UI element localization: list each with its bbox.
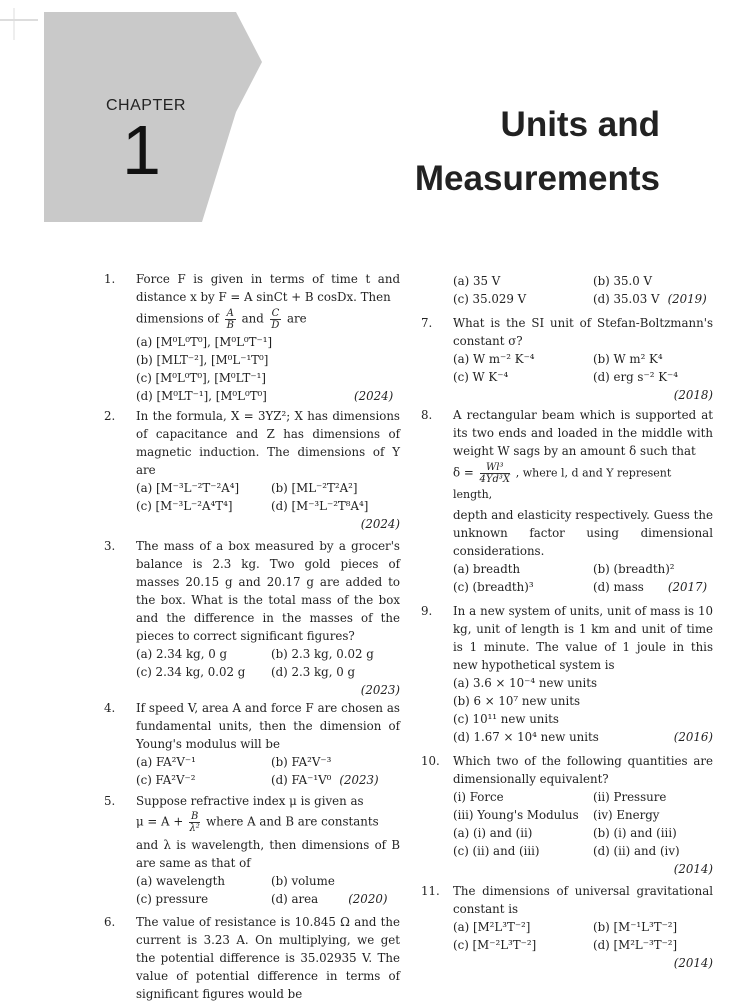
chapter-title-line: Measurements bbox=[414, 159, 660, 198]
question-text: and λ is wavelength, then dimensions of B are same as that of bbox=[136, 838, 400, 870]
option-b: (b) 6 × 10⁷ new units bbox=[453, 694, 581, 708]
question-number: 10. bbox=[421, 754, 440, 768]
question-number: 1. bbox=[104, 272, 116, 286]
question-6 bbox=[104, 913, 400, 1003]
question-9 bbox=[421, 602, 713, 746]
option-row bbox=[453, 290, 713, 308]
item-iv: (iv) Energy bbox=[593, 808, 660, 822]
option-row bbox=[453, 806, 713, 824]
text: δ = bbox=[453, 465, 474, 480]
numerator: C bbox=[271, 308, 280, 319]
question-number: 4. bbox=[104, 701, 116, 715]
option-c: (c) [M⁰L⁰T⁰], [M⁰LT⁻¹] bbox=[136, 371, 266, 385]
option-a: (a) [M²L³T⁻²] bbox=[453, 920, 531, 934]
question-text: In a new system of units, unit of mass is 10 kg, unit of length is 1 km and unit of time is 1 minute. The value of 1 joule in this new hypothetical system is bbox=[453, 604, 713, 672]
fraction bbox=[270, 308, 282, 331]
question-text: The mass of a box measured by a grocer's balance is 2.3 kg. Two gold pieces of masses 20.15 g and 20.17 g are added to the box. What is the total mass of the box and the difference in the masses of the pieces to correct significant figures? bbox=[136, 539, 400, 643]
question-8 bbox=[421, 406, 713, 596]
question-10 bbox=[421, 752, 713, 878]
equation bbox=[136, 811, 400, 834]
denominator: λ² bbox=[189, 823, 200, 834]
option-d: (d) erg s⁻² K⁻⁴ bbox=[593, 370, 678, 384]
question-number: 5. bbox=[104, 794, 116, 808]
option-b: (b) (breadth)² bbox=[593, 562, 675, 576]
option-b: (b) FA²V⁻³ bbox=[271, 755, 332, 769]
option-d: (d) 35.03 V bbox=[593, 292, 660, 306]
option-row bbox=[453, 560, 713, 578]
option-b: (b) W m² K⁴ bbox=[593, 352, 663, 366]
option-d: (d) mass bbox=[593, 580, 644, 594]
question-2 bbox=[104, 407, 400, 533]
option-d: (d) [M²L⁻³T⁻²] bbox=[593, 938, 678, 952]
text: , where l, d and Y represent length, bbox=[453, 466, 672, 501]
option-b: (b) 35.0 V bbox=[593, 274, 653, 288]
option-c: (c) [M⁻²L³T⁻²] bbox=[453, 938, 537, 952]
option-row bbox=[136, 479, 400, 497]
option-d: (d) [M⁰LT⁻¹], [M⁰L⁰T⁰] bbox=[136, 389, 267, 403]
option-row bbox=[453, 936, 713, 954]
question-number: 6. bbox=[104, 915, 116, 929]
question-text: If speed V, area A and force F are chosen as fundamental units, then the dimension of Young's modulus will be bbox=[136, 701, 400, 751]
option-row bbox=[136, 497, 400, 515]
option-c: (c) (breadth)³ bbox=[453, 580, 534, 594]
option-d: (d) [M⁻³L⁻²T⁸A⁴] bbox=[271, 499, 369, 513]
option-row bbox=[453, 578, 713, 596]
denominator: D bbox=[271, 320, 280, 331]
year-tag: (2020) bbox=[348, 892, 388, 906]
numerator: B bbox=[190, 811, 199, 822]
numerator: A bbox=[226, 308, 234, 319]
option-a: (a) breadth bbox=[453, 562, 521, 576]
question-text: Suppose refractive index μ is given as bbox=[136, 794, 364, 808]
question-text bbox=[136, 308, 400, 331]
option-row bbox=[453, 350, 713, 368]
year-tag: (2017) bbox=[667, 580, 708, 594]
chapter-number: 1 bbox=[122, 111, 161, 189]
option-a: (a) wavelength bbox=[136, 874, 226, 888]
year-tag: (2016) bbox=[673, 730, 713, 744]
option-a: (a) 3.6 × 10⁻⁴ new units bbox=[453, 676, 598, 690]
option-row bbox=[136, 663, 400, 681]
option-a: (a) [M⁻³L⁻²T⁻²A⁴] bbox=[136, 481, 240, 495]
equation bbox=[453, 462, 713, 504]
chapter-title-line: Units and bbox=[500, 105, 660, 144]
option-a: (a) [M⁰L⁰T⁰], [M⁰L⁰T⁻¹] bbox=[136, 335, 273, 349]
option-row bbox=[136, 771, 400, 789]
question-text: depth and elasticity respectively. Guess the unknown factor using dimensional considerations. bbox=[453, 508, 713, 558]
text: and bbox=[241, 311, 264, 326]
question-text: The value of resistance is 10.845 Ω and the current is 3.23 A. On multiplying, we get the potential difference is 35.02935 V. The value of potential difference in terms of significant figures would be bbox=[136, 915, 400, 1001]
option-a: (a) (i) and (ii) bbox=[453, 826, 533, 840]
option-d: (d) 2.3 kg, 0 g bbox=[271, 665, 356, 679]
option-c: (c) W K⁻⁴ bbox=[453, 370, 509, 384]
option-c: (c) FA²V⁻² bbox=[136, 773, 196, 787]
option-row bbox=[453, 842, 713, 860]
year-tag: (2023) bbox=[339, 773, 379, 787]
option-b: (b) [ML⁻²T²A²] bbox=[271, 481, 358, 495]
item-ii: (ii) Pressure bbox=[593, 790, 667, 804]
year-tag: (2023) bbox=[360, 683, 400, 697]
question-text: What is the SI unit of Stefan-Boltzmann's constant σ? bbox=[453, 316, 713, 348]
item-i: (i) Force bbox=[453, 790, 504, 804]
option-row bbox=[453, 918, 713, 936]
question-3 bbox=[104, 537, 400, 699]
option-c: (c) pressure bbox=[136, 892, 209, 906]
year-tag: (2014) bbox=[673, 956, 713, 970]
option-c: (c) 35.029 V bbox=[453, 292, 527, 306]
option-d: (d) FA⁻¹V⁰ bbox=[271, 773, 332, 787]
question-text: The dimensions of universal gravitational constant is bbox=[453, 884, 713, 916]
option-d: (d) (ii) and (iv) bbox=[593, 844, 680, 858]
option-c: (c) (ii) and (iii) bbox=[453, 844, 540, 858]
option-b: (b) [M⁻¹L³T⁻²] bbox=[593, 920, 678, 934]
question-4 bbox=[104, 699, 400, 789]
option-a: (a) FA²V⁻¹ bbox=[136, 755, 196, 769]
question-6-options bbox=[421, 272, 713, 308]
question-number: 8. bbox=[421, 408, 433, 422]
option-row bbox=[453, 728, 713, 746]
year-tag: (2019) bbox=[667, 292, 707, 306]
option-b: (b) volume bbox=[271, 874, 335, 888]
option-c: (c) 2.34 kg, 0.02 g bbox=[136, 665, 246, 679]
question-7 bbox=[421, 314, 713, 404]
text: μ = A + bbox=[136, 814, 184, 829]
text: dimensions of bbox=[136, 311, 219, 326]
question-number: 2. bbox=[104, 409, 116, 423]
question-text: Force F is given in terms of time t and distance x by F = A sinCt + B cosDx. Then bbox=[136, 272, 400, 304]
option-a: (a) 2.34 kg, 0 g bbox=[136, 647, 228, 661]
question-1 bbox=[104, 270, 400, 405]
option-row bbox=[453, 788, 713, 806]
year-tag: (2018) bbox=[673, 388, 713, 402]
text: are bbox=[286, 311, 307, 326]
option-row bbox=[453, 824, 713, 842]
option-row bbox=[453, 368, 713, 386]
question-11 bbox=[421, 882, 713, 972]
option-row bbox=[136, 872, 400, 890]
option-row bbox=[453, 272, 713, 290]
option-b: (b) [MLT⁻²], [M⁰L⁻¹T⁰] bbox=[136, 353, 269, 367]
fraction bbox=[225, 308, 236, 331]
question-5 bbox=[104, 792, 400, 908]
question-text: Which two of the following quantities are dimensionally equivalent? bbox=[453, 754, 713, 786]
option-row bbox=[136, 645, 400, 663]
option-d: (d) 1.67 × 10⁴ new units bbox=[453, 730, 599, 744]
option-b: (b) (i) and (iii) bbox=[593, 826, 677, 840]
question-number: 3. bbox=[104, 539, 116, 553]
chapter-title bbox=[340, 98, 660, 206]
chapter-label: CHAPTER bbox=[106, 97, 186, 114]
numerator: Wl³ bbox=[480, 462, 511, 474]
option-d: (d) area bbox=[271, 892, 319, 906]
denominator: B bbox=[226, 320, 234, 331]
option-c: (c) 10¹¹ new units bbox=[453, 712, 559, 726]
option-a: (a) W m⁻² K⁻⁴ bbox=[453, 352, 535, 366]
question-text: In the formula, X = 3YZ²; X has dimensions of capacitance and Z has dimensions of magnetic induction. The dimensions of Y are bbox=[136, 409, 400, 477]
year-tag: (2024) bbox=[354, 389, 394, 403]
year-tag: (2014) bbox=[673, 862, 713, 876]
right-column bbox=[421, 272, 713, 972]
fraction bbox=[480, 462, 511, 485]
option-row bbox=[136, 387, 400, 405]
year-tag: (2024) bbox=[360, 517, 400, 531]
left-column bbox=[104, 270, 400, 1003]
question-number: 7. bbox=[421, 316, 433, 330]
option-c: (c) [M⁻³L⁻²A⁴T⁴] bbox=[136, 499, 233, 513]
item-iii: (iii) Young's Modulus bbox=[453, 808, 579, 822]
denominator: 4Yd³X bbox=[479, 474, 510, 485]
text: where A and B are constants bbox=[206, 814, 379, 829]
question-number: 9. bbox=[421, 604, 433, 618]
option-row bbox=[136, 753, 400, 771]
fraction bbox=[189, 811, 200, 834]
option-b: (b) 2.3 kg, 0.02 g bbox=[271, 647, 374, 661]
question-number: 11. bbox=[421, 884, 440, 898]
question-text: A rectangular beam which is supported at its two ends and loaded in the middle with weight W sags by an amount δ such that bbox=[453, 408, 713, 458]
option-a: (a) 35 V bbox=[453, 274, 501, 288]
option-row bbox=[136, 890, 400, 908]
